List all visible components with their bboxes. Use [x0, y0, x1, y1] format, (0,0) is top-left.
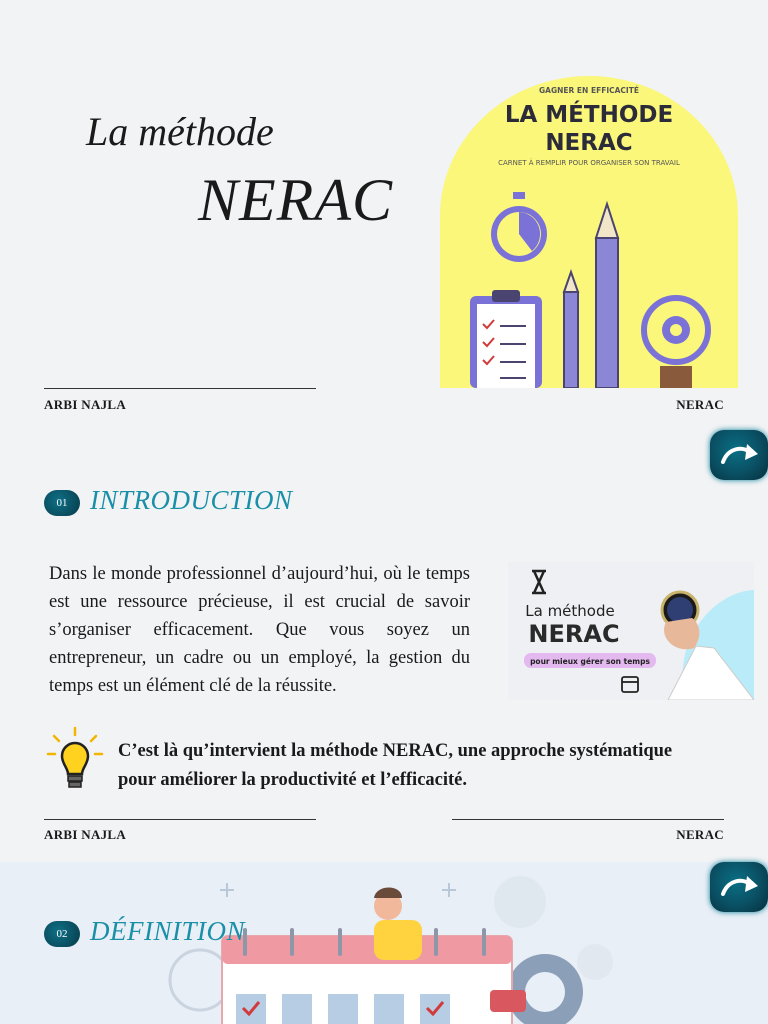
- cover-book-title2: NERAC: [545, 130, 633, 156]
- footer-author: ARBI NAJLA: [44, 397, 127, 412]
- lightbulb-icon: [46, 726, 104, 797]
- person-figure: [374, 888, 422, 961]
- next-page-button[interactable]: [710, 862, 768, 912]
- footer-label: NERAC: [676, 397, 724, 412]
- next-page-button[interactable]: [710, 430, 768, 480]
- section-number-badge: 01: [44, 490, 80, 516]
- calendar-icon: [622, 677, 638, 692]
- page-title-line1: La méthode: [86, 109, 274, 154]
- cover-kicker: GAGNER EN EFFICACITÉ: [539, 86, 639, 95]
- intro-image: [508, 562, 754, 700]
- section-title-introduction: INTRODUCTION: [90, 485, 293, 515]
- section-number-badge: 02: [44, 921, 80, 947]
- divider: [44, 819, 316, 820]
- callout-text: C’est là qu’intervient la méthode NERAC, une approche systématique pour améliorer la productivité et l’efficacité.: [118, 741, 673, 790]
- intro-image-title1: La méthode: [525, 602, 615, 620]
- intro-image-tag: pour mieux gérer son temps: [530, 657, 650, 666]
- section-title-definition: DÉFINITION: [90, 916, 245, 946]
- intro-paragraph: Dans le monde professionnel d’aujourd’hui, où le temps est une ressource précieuse, il est crucial de savoir s’organiser efficacement. Que vous soyez un entrepreneur, un cadre ou un employé, la gestion du temps est un élément clé de la réussite.: [49, 564, 470, 696]
- hourglass-icon: [532, 571, 546, 593]
- page-title-line2: NERAC: [198, 167, 393, 233]
- cover-illustration: [440, 76, 738, 388]
- divider: [44, 388, 316, 389]
- arrow-right-icon: [718, 440, 760, 470]
- cover-book-title1: LA MÉTHODE: [504, 102, 674, 128]
- divider: [452, 819, 724, 820]
- arrow-right-icon: [718, 872, 760, 902]
- intro-image-title2: NERAC: [528, 620, 620, 648]
- footer-author: ARBI NAJLA: [44, 827, 127, 842]
- footer-label: NERAC: [676, 827, 724, 842]
- cover-book-subtitle: CARNET À REMPLIR POUR ORGANISER SON TRAVAIL: [498, 159, 680, 167]
- clipboard-icon: [470, 290, 542, 388]
